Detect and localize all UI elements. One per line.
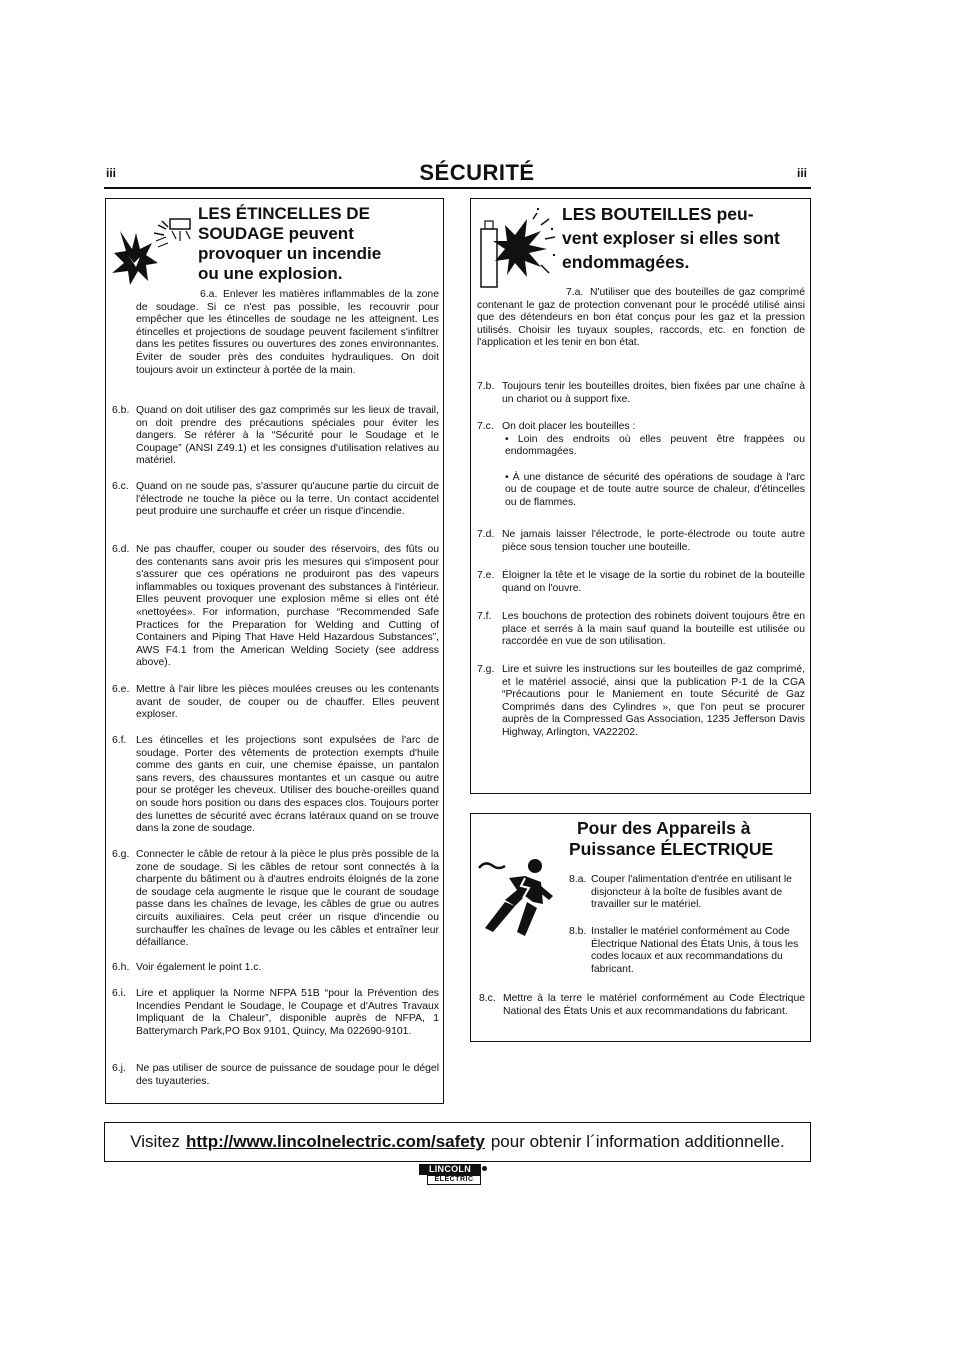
- sparks-warning-box: [105, 198, 444, 1104]
- page-number-left: iii: [106, 166, 117, 180]
- sparks-item-6i: 6.i. Lire et appliquer la Norme NFPA 51B “pour la Prévention des Incendies Pendant le Soudage, le Coupage et d'Autres Travaux Impliquant de la Chaleur”, disponible auprès de NFPA, 1 Batterymarch Park,PO Box 9101, Quincy, Ma 022690-9101.: [112, 988, 439, 1037]
- footer-suffix: pour obtenir l´information additionnelle.: [490, 1132, 785, 1151]
- lincoln-electric-logo: LINCOLN ELECTRIC: [419, 1164, 489, 1186]
- sparks-item-6e: 6.e. Mettre à l'air libre les pièces moulées creuses ou les contenants avant de souder, de couper ou de chauffer. Elles peuvent exploser.: [112, 684, 439, 721]
- cylinders-item-7a: 7.a. N'utiliser que des bouteilles de gaz comprimé contenant le gaz de protection convenant pour le procédé utilisé ainsi que des détendeurs en bon état conçus pour les gaz et la pression utilisés. Choisir les tuyaux souples, raccords, etc. en fonction de l'application et les tenir en bon état.: [477, 287, 805, 349]
- sparks-item-6j: 6.j. Ne pas utiliser de source de puissance de soudage pour le dégel des tuyauteries.: [112, 1063, 439, 1087]
- electric-item-8c: 8.c. Mettre à la terre le matériel conformément au Code Électrique National des États Unis et aux recommandations du fabricant.: [479, 993, 805, 1017]
- safety-link[interactable]: http://www.lincolnelectric.com/safety: [186, 1132, 485, 1151]
- electric-shock-icon: [475, 856, 559, 950]
- electric-warning-box: [470, 813, 811, 1042]
- sparks-title: LES ÉTINCELLES DE SOUDAGE peuvent provoquer un incendie ou une explosion.: [198, 204, 382, 283]
- sparks-item-6b: 6.b. Quand on doit utiliser des gaz comprimés sur les lieux de travail, on doit prendre des précautions spéciales pour éviter les dangers. Se référer à la “Sécurité pour le Soudage et le Coupage” (ANSI Z49.1) et les consignes d'utilisation relatives au matériel.: [112, 405, 439, 467]
- exploding-cylinder-icon: [475, 205, 561, 289]
- cylinders-item-7c: 7.c. On doit placer les bouteilles : • Loin des endroits où elles peuvent être frappées ou endommagées. • À une distance de sécurité des opérations de soudage à l'arc ou de coupage et de toute autre source de chaleur, d'étincelles ou de flammes.: [477, 421, 805, 508]
- sparks-item-6f: 6.f. Les étincelles et les projections sont expulsées de l'arc de soudage. Porter des vêtements de protection exempts d'huile comme des gants en cuir, une chemise épaisse, un pantalon sans revers, des chaussures montantes et un casque ou autre pour se protéger les cheveux. Utiliser des bouche-oreilles quand on soude hors position ou dans des espaces clos. Toujours porter des lunettes de sécurité avec écrans latéraux quand on se trouve dans la zone de soudage.: [112, 735, 439, 835]
- page-title: SÉCURITÉ: [419, 160, 535, 185]
- header-rule: [104, 187, 811, 189]
- cylinders-item-7g: 7.g. Lire et suivre les instructions sur les bouteilles de gaz comprimé, et le matériel associé, ainsi que la publication P-1 de la CGA “Précautions pour le Maniement en toute Sécurité de Gaz Comprimés dans des Cylindres », que l'on peut se procurer auprès de la Compressed Gas Association, 1235 Jefferson Davis Highway, Arlington, VA22202.: [477, 664, 805, 738]
- cylinders-item-7b: 7.b. Toujours tenir les bouteilles droites, bien fixées par une chaîne à un chariot ou à support fixe.: [477, 381, 805, 405]
- cylinders-warning-box: [470, 198, 811, 794]
- footer-box: [104, 1122, 811, 1162]
- footer-prefix: Visitez: [130, 1132, 181, 1151]
- sparks-item-6d: 6.d. Ne pas chauffer, couper ou souder des réservoirs, des fûts ou des contenants sans avoir pris les mesures qui s'imposent pour s'assurer que ces opérations ne produiront pas des vapeurs inflammables ou toxiques provenant des substances à l'intérieur. Elles peuvent provoquer une explosion même si elles ont été «nettoyées». For information, purchase “Recommended Safe Practices for the Preparation for Welding and Cutting of Containers and Piping That Have Held Hazardous Substances”, AWS F4.1 from the American Welding Society (see address above).: [112, 544, 439, 669]
- electric-title: Pour des Appareils à Puissance ÉLECTRIQUE: [569, 818, 774, 859]
- cylinders-title: LES BOUTEILLES peu- vent exploser si elles sont endommagées.: [562, 204, 780, 272]
- electric-item-8b: 8.b. Installer le matériel conformément au Code Électrique National des États Unis, à tous les codes locaux et aux recommandations du fabricant.: [569, 926, 799, 975]
- page-number-right: iii: [797, 166, 808, 180]
- cylinders-item-7f: 7.f. Les bouchons de protection des robinets doivent toujours être en place et serrés à la main sauf quand la bouteille est utilisée ou raccordée en vue de son utilisation.: [477, 611, 805, 648]
- sparks-item-6a: 6.a. Enlever les matières inflammables de la zone de soudage. Si ce n'est pas possible, les recouvrir pour empêcher que les étincelles de soudage ne les atteignent. Les étincelles et projections de soudage peuvent facilement s'infiltrer dans les petites fissures ou ouvertures des zones environnantes. Éviter de souder près des conduites hydrauliques. On doit toujours avoir un extincteur à portée de la main.: [136, 289, 439, 376]
- cylinders-item-7d: 7.d. Ne jamais laisser l'électrode, le porte-électrode ou toute autre pièce sous tension toucher une bouteille.: [477, 529, 805, 553]
- cylinders-item-7e: 7.e. Éloigner la tête et le visage de la sortie du robinet de la bouteille quand on l'ouvre.: [477, 570, 805, 594]
- sparks-item-6h: 6.h. Voir également le point 1.c.: [112, 962, 262, 973]
- explosion-sparks-icon: [110, 211, 196, 289]
- sparks-item-6g: 6.g. Connecter le câble de retour à la pièce le plus près possible de la zone de soudage. Si les câbles de retour sont connectés à la charpente du bâtiment ou à d'autres endroits éloignés de la zone de soudage cela augmente le risque que le courant de soudage passe dans les chaînes de levage, les câbles de grue ou autres circuits auxiliaires. Cela peut créer un risque d'incendie ou surchauffer les chaînes de levage ou les câbles et entraîner leur défaillance.: [112, 849, 439, 949]
- sparks-item-6c: 6.c. Quand on ne soude pas, s'assurer qu'aucune partie du circuit de l'électrode ne touche la pièce ou la terre. Un contact accidentel peut produire une surchauffe et créer un risque d'incendie.: [112, 481, 439, 518]
- electric-item-8a: 8.a. Couper l'alimentation d'entrée en utilisant le disjoncteur à la boîte de fusibles avant de travailler sur le matériel.: [569, 874, 792, 911]
